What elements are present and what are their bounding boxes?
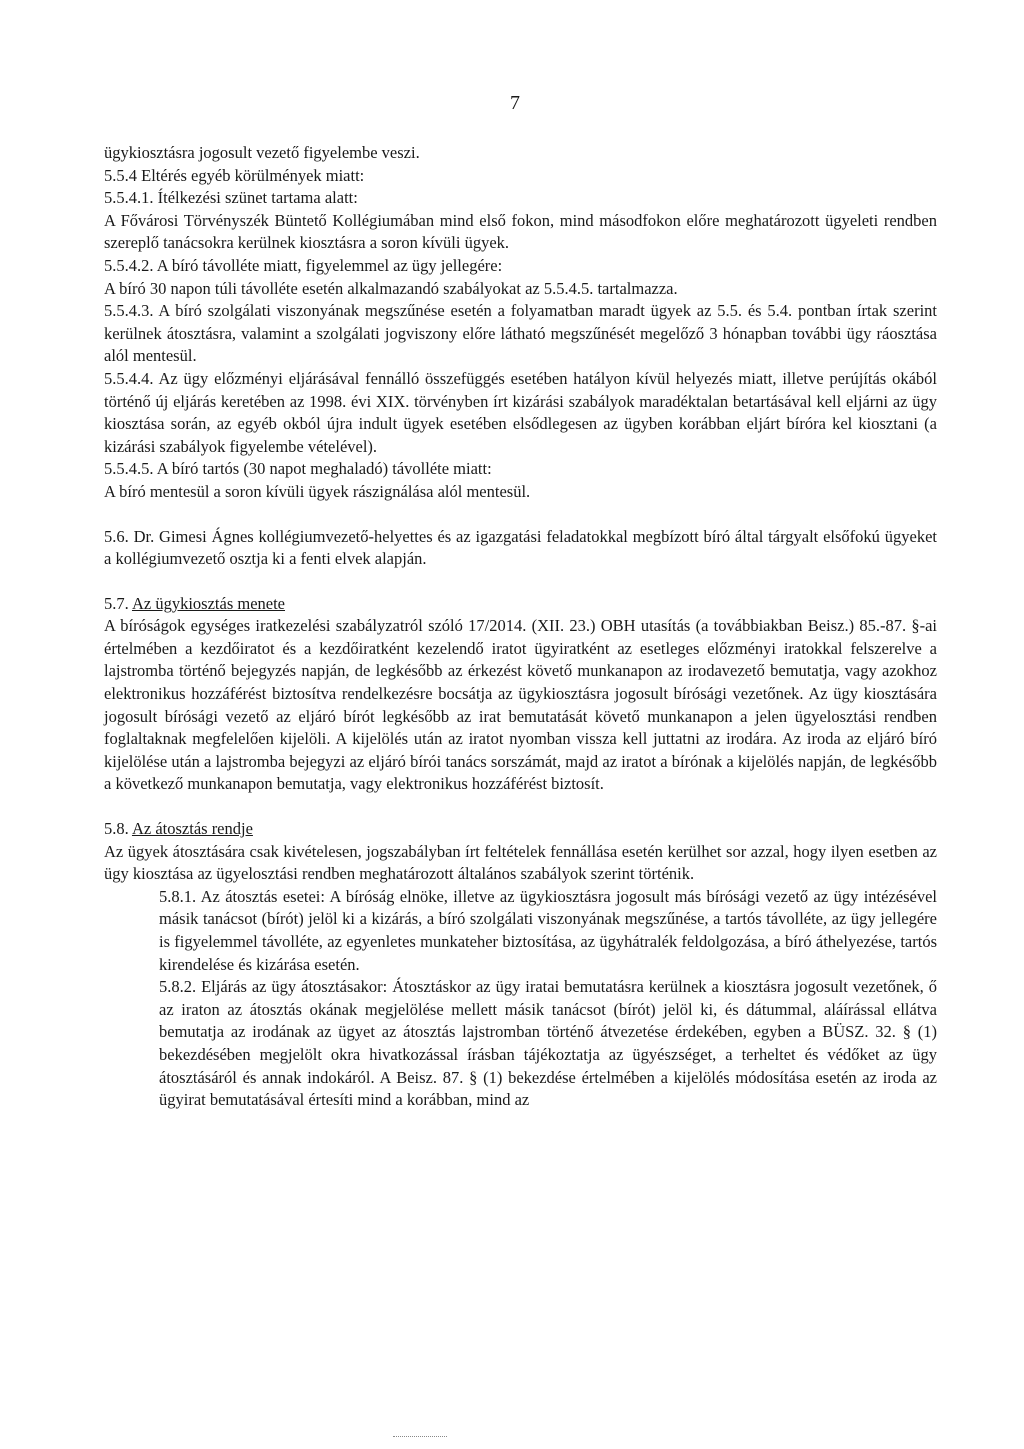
paragraph-5-8-2: 5.8.2. Eljárás az ügy átosztásakor: Átosztáskor az ügy iratai bemutatásra kerülnek a kiosztásra jogosult vezetőnek, ő az iraton az átosztás okának megjelölése mellett másik tanácsot (bírót) jelöl ki, és dátummal, aláírással ellátva bemutatja az irodának az ügyet az átosztás lajstromban történő átvezetése érdekében, egyben a BÜSZ. 32. § (1) bekezdésében megjelölt okra hivatkozással írásban tájékoztatja az ügyészséget, a terheltet és védőket az ügy átosztásáról és annak indokáról. A Beisz. 87. § (1) bekezdése értelmében a kijelölés módosítása esetén az iroda az ügyirat bemutatásával értesíti mind a korábban, mind az <box>159 977 937 1110</box>
paragraph-5-6: 5.6. Dr. Gimesi Ágnes kollégiumvezető-helyettes és az igazgatási feladatokkal megbízott bíró által tárgyalt elsőfokú ügyeket a kollégiumvezető osztja ki a fenti elvek alapján. <box>104 526 937 569</box>
section-heading-5-7 <box>104 593 937 616</box>
spacer <box>104 796 937 818</box>
document-body <box>104 142 937 1112</box>
subsection-heading-5-5-4-5: 5.5.4.5. A bíró tartós (30 napot meghaladó) távolléte miatt: <box>104 459 492 479</box>
section-number: 5.7. <box>104 593 132 613</box>
paragraph-5-8: Az ügyek átosztására csak kivételesen, jogszabályban írt feltételek fennállása esetén kerülhet sor azzal, hogy ilyen esetben az ügy kiosztása az ügyelosztási rendben meghatározott általános szabályok szerint történik. <box>104 841 937 884</box>
text-line: A bíró 30 napon túli távolléte esetén alkalmazandó szabályokat az 5.5.4.5. tartalmazza. <box>104 278 678 298</box>
subsection-heading-5-5-4-1: 5.5.4.1. Ítélkezési szünet tartama alatt: <box>104 188 358 208</box>
section-number: 5.8. <box>104 819 132 839</box>
spacer <box>104 571 937 593</box>
paragraph: A Fővárosi Törvényszék Büntető Kollégiumában mind első fokon, mind másodfokon előre meghatározott ügyeleti rendben szereplő tanácsokra kerülnek kiosztásra a soron kívüli ügyek. <box>104 210 937 253</box>
paragraph-5-7: A bíróságok egységes iratkezelési szabályzatról szóló 17/2014. (XII. 23.) OBH utasítás (a továbbiakban Beisz.) 85.-87. §-ai értelmében a kezdőiratot és a kezdőiratként kezelendő iratot ügyiratként az esetleges előzményi iratokkal felszerelve a lajstromba történő bejegyzés napján, de legkésőbb az érkezést követő munkanapon az irodavezető bemutatja, vagy azokhoz elektronikus hozzáférést biztosítva rendelkezésre bocsátja az ügykiosztásra jogosult bírósági vezetőnek. Az ügy kiosztására jogosult bírósági vezető az eljáró bírót legkésőbb az irat bemutatását követő munkanapon a jelen ügyelosztási rendben foglaltaknak megfelelően kijelöli. A kijelölés után az iratot nyomban vissza kell juttatni az irodára. Az iroda az eljáró bíró kijelölése után a lajstromba bejegyzi az eljáró bírói tanács sorszámát, majd az iratot a bírónak a kijelölés napján, de legkésőbb a következő munkanapon bemutatja, vagy elektronikus hozzáférést biztosít. <box>104 616 937 794</box>
footer-mark <box>393 1436 447 1437</box>
paragraph-5-8-1: 5.8.1. Az átosztás esetei: A bíróság elnöke, illetve az ügykiosztásra jogosult más bírósági vezető az ügy intézésével másik tanácsot (bírót) jelöl ki a kizárás, a bíró szolgálati viszonyának megszűnése, a tartós távolléte, az ügy jellegére is figyelemmel távolléte, az egyenletes munkateher biztosítása, az ügyhátralék feldolgozása, a bíró áthelyezése, tartós kirendelése és kizárása esetén. <box>159 886 937 974</box>
section-title: Az ügykiosztás menete <box>131 593 286 613</box>
spacer <box>104 504 937 526</box>
paragraph-5-5-4-4: 5.5.4.4. Az ügy előzményi eljárásával fennálló összefüggés esetében hatályon kívül helyezés miatt, illetve perújítás okából történő új eljárás keretében az 1998. évi XIX. törvényben írt kizárási szabályok maradéktalan betartásával kell eljárni az ügy kiosztása során, az egyéb okból újra indult ügyek esetében elsődlegesen az ügyben korábban eljárt bíróra kel kiosztani (a kizárási szabályok figyelembe vételével). <box>104 368 937 456</box>
page-number: 7 <box>510 92 520 114</box>
paragraph-5-5-4-3: 5.5.4.3. A bíró szolgálati viszonyának megszűnése esetén a folyamatban maradt ügyek az 5.5. és 5.4. pontban írtak szerint kerülnek átosztásra, valamint a szolgálati jogviszony előre látható megszűnését megelőző 3 hónapban további ügy ráosztása alól mentesül. <box>104 301 937 366</box>
subsection-heading-5-5-4-2: 5.5.4.2. A bíró távolléte miatt, figyelemmel az ügy jellegére: <box>104 255 503 275</box>
section-heading-5-8 <box>104 818 937 841</box>
section-title: Az átosztás rendje <box>131 819 253 839</box>
text-line: ügykiosztásra jogosult vezető figyelembe veszi. <box>104 143 420 162</box>
text-line: A bíró mentesül a soron kívüli ügyek rászignálása alól mentesül. <box>104 481 531 501</box>
section-heading-5-5-4: 5.5.4 Eltérés egyéb körülmények miatt: <box>104 165 365 185</box>
